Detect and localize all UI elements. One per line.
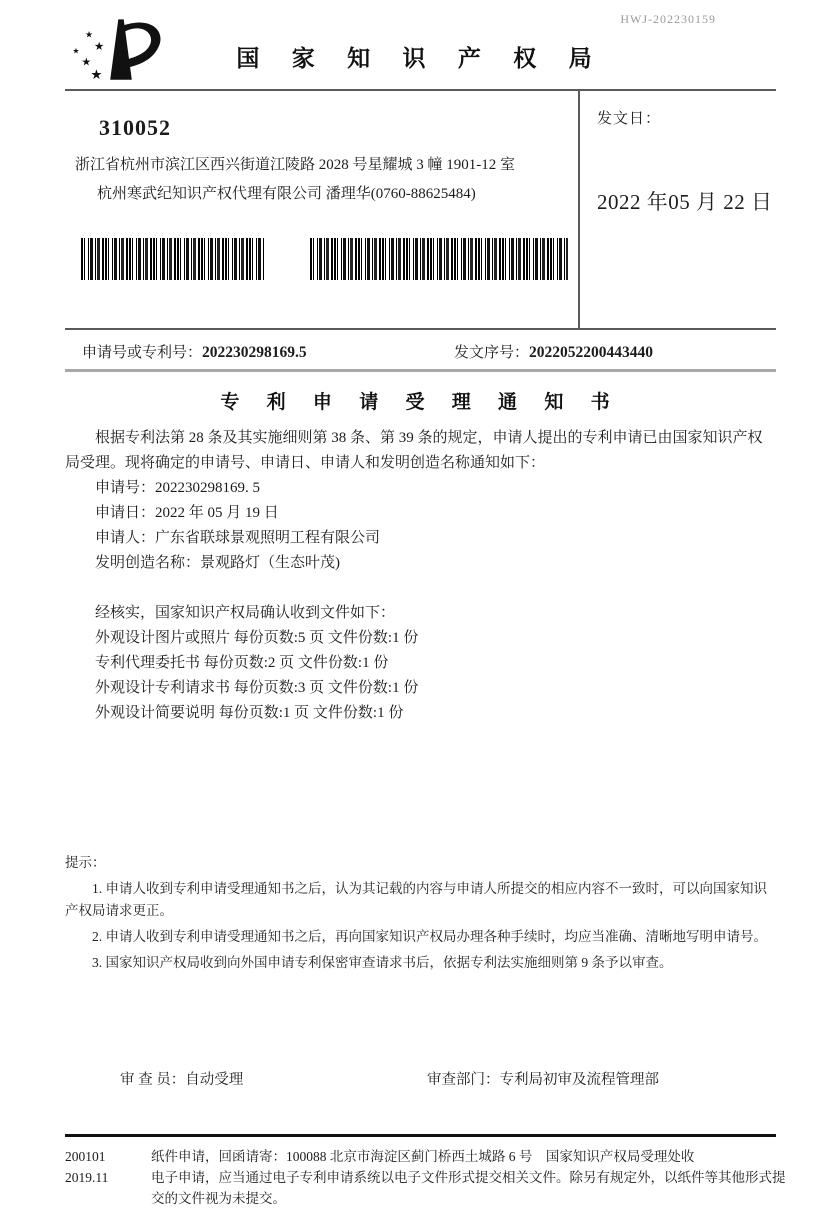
tips-section	[65, 852, 776, 974]
serial-number-label: 发文序号：	[454, 345, 530, 361]
footer-code: 2019.11	[65, 1170, 109, 1185]
recipient-block	[65, 91, 578, 328]
recipient-address: 浙江省杭州市滨江区西兴街道江陵路 2028 号星耀城 3 幢 1901-12 室	[75, 157, 515, 173]
cnipa-logo	[61, 14, 181, 86]
reference-number-row	[65, 330, 776, 372]
application-fields	[95, 476, 776, 576]
received-file: 外观设计专利请求书 每份页数:3 页 文件份数:1 份	[95, 680, 419, 696]
issue-date-label: 发文日：	[597, 111, 662, 127]
examiner-row	[65, 1068, 776, 1090]
tip-item: 2. 申请人收到专利申请受理通知书之后，再向国家知识产权局办理各种手续时，均应当准确、清晰地写明申请号。	[92, 929, 767, 944]
recipient-and-date-section	[65, 91, 776, 330]
footer-text: 电子申请，应当通过电子专利申请系统以电子文件形式提交相关文件。除另有规定外，以纸件等其他形式提交的文件视为未提交。	[151, 1170, 786, 1206]
application-number-value: 202230298169.5	[202, 344, 307, 361]
field-applicant: 申请人：广东省联球景观照明工程有限公司	[95, 530, 381, 546]
notice-title: 专 利 申 请 受 理 通 知 书	[220, 392, 621, 413]
svg-text:★: ★	[81, 56, 92, 69]
examiner-value: 自动受理	[185, 1072, 244, 1088]
notice-body	[65, 426, 776, 726]
received-file: 外观设计图片或照片 每份页数:5 页 文件份数:1 份	[95, 630, 419, 646]
application-number-label: 申请号或专利号：	[82, 345, 203, 361]
svg-text:★: ★	[94, 40, 105, 54]
footer-row-electronic	[65, 1167, 786, 1209]
tips-label: 提示：	[65, 855, 106, 870]
notice-paragraph: 根据专利法第 28 条及其实施细则第 38 条、第 39 条的规定，申请人提出的专利申请已由国家知识产权局受理。现将确定的申请号、申请日、申请人和发明创造名称通知如下：	[65, 430, 763, 471]
received-intro: 经核实，国家知识产权局确认收到文件如下：	[95, 605, 396, 621]
barcode-application-number	[81, 238, 264, 280]
tip-item: 1. 申请人收到专利申请受理通知书之后，认为其记载的内容与申请人所提交的相应内容不一致时，可以向国家知识产权局请求更正。	[65, 881, 767, 918]
received-documents	[95, 601, 776, 726]
department-value: 专利局初审及流程管理部	[499, 1072, 659, 1088]
footer	[65, 1134, 786, 1209]
footer-text: 纸件申请，回函请寄：100088 北京市海淀区蓟门桥西土城路 6 号 国家知识产权局受理处收	[151, 1149, 695, 1164]
issue-date-value: 2022 年05 月 22 日	[597, 190, 773, 214]
examiner	[120, 1068, 243, 1089]
barcode-serial-number	[310, 238, 568, 280]
field-invention-name: 发明创造名称：景观路灯（生态叶茂)	[95, 555, 340, 571]
postal-code: 310052	[99, 115, 171, 140]
footer-row-paper	[65, 1146, 776, 1167]
serial-number-value: 2022052200443440	[529, 344, 654, 361]
examiner-label: 审 查 员：	[120, 1072, 186, 1088]
recipient-agency-contact: 杭州寒武纪知识产权代理有限公司 潘理华(0760-88625484)	[97, 186, 476, 202]
received-file: 外观设计简要说明 每份页数:1 页 文件份数:1 份	[95, 705, 404, 721]
agency-title: 国 家 知 识 产 权 局	[236, 45, 605, 71]
document-reference-number: HWJ-202230159	[620, 12, 716, 26]
tip-item: 3. 国家知识产权局收到向外国申请专利保密审查请求书后，依据专利法实施细则第 9 条予以审查。	[92, 955, 673, 970]
barcode-row	[81, 238, 578, 280]
field-application-number: 申请号：202230298169. 5	[95, 480, 261, 496]
svg-text:★: ★	[85, 29, 94, 40]
footer-code: 200101	[65, 1149, 106, 1164]
field-application-date: 申请日：2022 年 05 月 19 日	[95, 505, 279, 521]
department-label: 审查部门：	[427, 1072, 500, 1088]
received-file: 专利代理委托书 每份页数:2 页 文件份数:1 份	[95, 655, 389, 671]
svg-text:★: ★	[72, 46, 80, 56]
examining-department	[427, 1068, 659, 1089]
application-number	[82, 341, 307, 362]
svg-text:★: ★	[90, 66, 103, 82]
issue-date-block	[578, 91, 776, 328]
serial-number	[454, 341, 653, 362]
header	[65, 8, 776, 91]
